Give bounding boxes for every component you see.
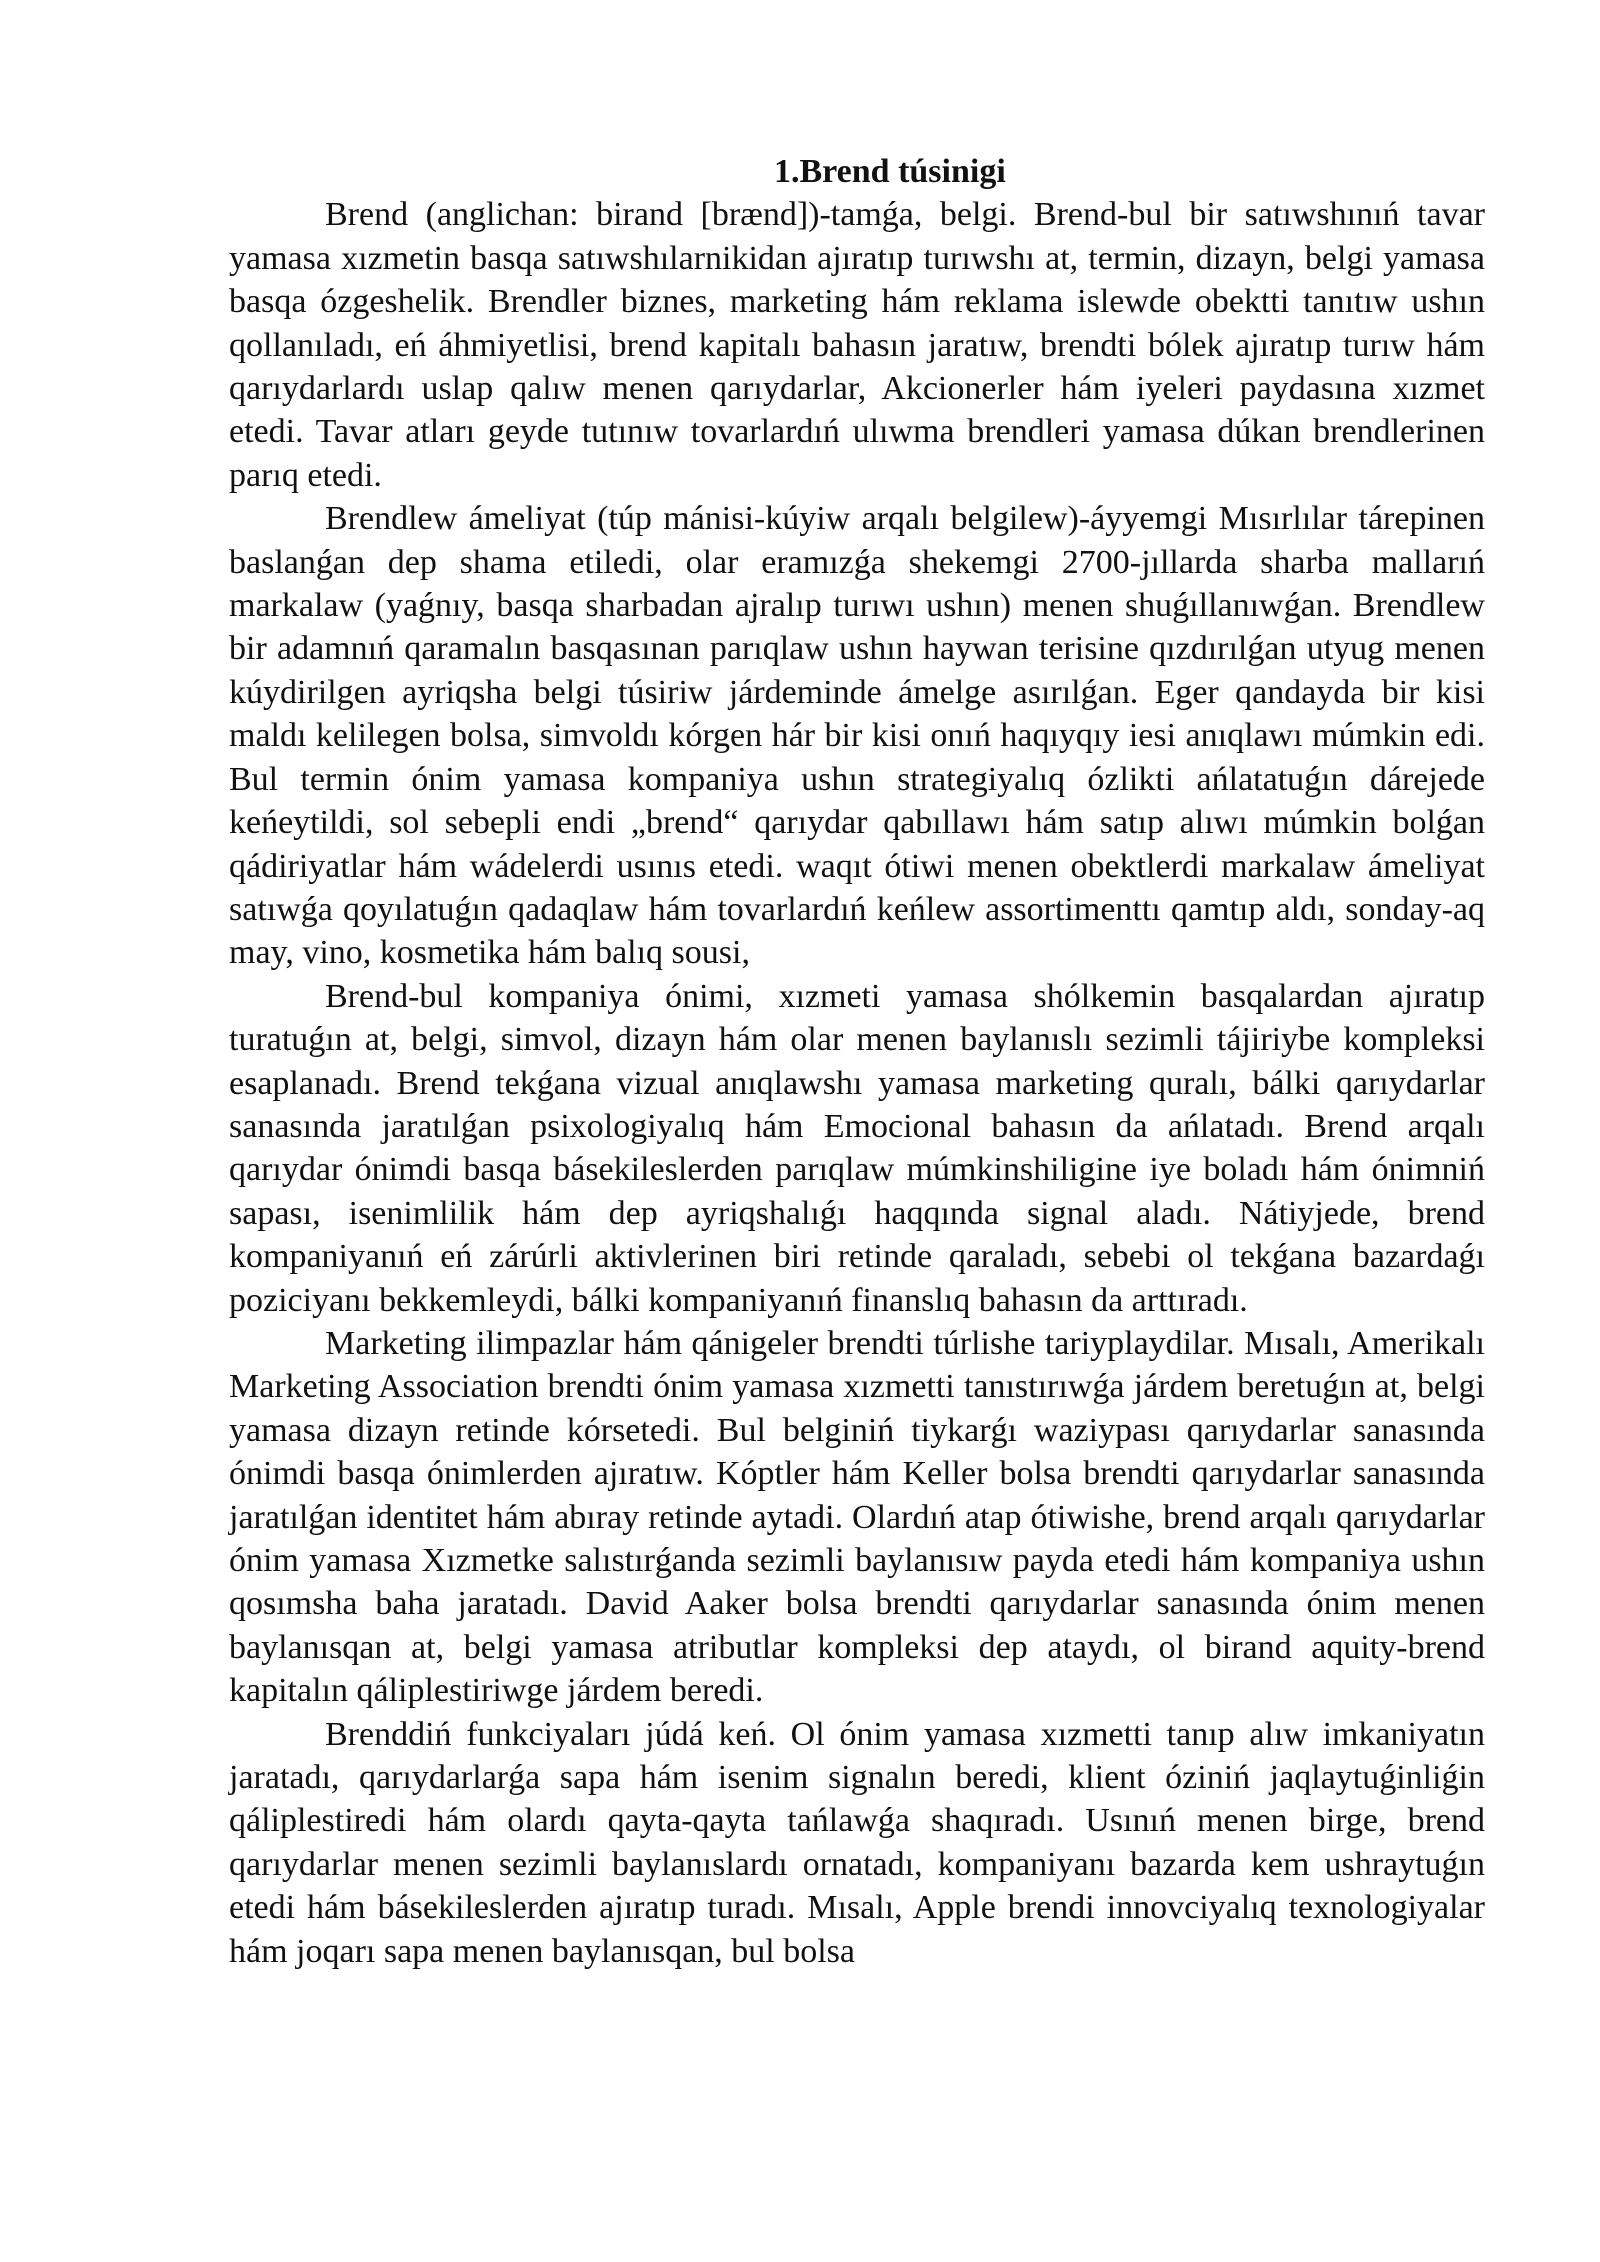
page-title: 1.Brend túsinigi xyxy=(774,153,1006,190)
document-body xyxy=(229,150,1485,1973)
paragraph-1: Brend (anglichan: birand [brænd])-tamǵa, belgi. Brend-bul bir satıwshınıń tavar yamasa xızmetin basqa satıwshılarnikidan ajıratıp turıwshı at, termin, dizayn, belgi yamasa basqa ózgeshelik. Brendler biznes, marketing hám reklama islewde obektti tanıtıw ushın qollanıladı, eń áhmiyetlisi, brend kapitalı bahasın jaratıw, brendti bólek ajıratıp turıw hám qarıydarlardı uslap qalıw menen qarıydarlar, Akcionerler hám iyeleri paydasına xızmet etedi. Tavar atları geyde tutınıw tovarlardıń ulıwma brendleri yamasa dúkan brendlerinen parıq etedi. xyxy=(229,196,1485,494)
paragraph-2: Brendlew ámeliyat (túp mánisi-kúyiw arqalı belgilew)-áyyemgi Mısırlılar tárepinen baslanǵan dep shama etiledi, olar eramızǵa shekemgi 2700-jıllarda sharba mallarıń markalaw (yaǵnıy, basqa sharbadan ajralıp turıwı ushın) menen shuǵıllanıwǵan. Brendlew bir adamnıń qaramalın basqasınan parıqlaw ushın haywan terisine qızdırılǵan utyug menen kúydirilgen ayriqsha belgi túsiriw járdeminde ámelge asırılǵan. Eger qandayda bir kisi maldı kelilegen bolsa, simvoldı kórgen hár bir kisi onıń haqıyqıy iesi anıqlawı múmkin edi. Bul termin ónim yamasa kompaniya ushın strategiyalıq ózlikti ańlatatuǵın dárejede keńeytildi, sol sebepli endi „brend“ qarıydar qabıllawı hám satıp alıwı múmkin bolǵan qádiriyatlar hám wádelerdi usınıs etedi. waqıt ótiwi menen obektlerdi markalaw ámeliyat satıwǵa qoyılatuǵın qadaqlaw hám tovarlardıń keńlew assortimenttı qamtıp aldı, sonday-aq may, vino, kosmetika hám balıq sousi, xyxy=(229,500,1485,972)
paragraph-4: Marketing ilimpazlar hám qánigeler brendti túrlishe tariyplaydilar. Mısalı, Amerikalı Marketing Association brendti ónim yamasa xızmetti tanıstırıwǵa járdem beretuǵın at, belgi yamasa dizayn retinde kórsetedi. Bul belginiń tiykarǵı waziypası qarıydarlar sanasında ónimdi basqa ónimlerden ajıratıw. Kóptler hám Keller bolsa brendti qarıydarlar sanasında jaratılǵan identitet hám abıray retinde aytadi. Olardıń atap ótiwishe, brend arqalı qarıydarlar ónim yamasa Xızmetke salıstırǵanda sezimli baylanısıw payda etedi hám kompaniya ushın qosımsha baha jaratadı. David Aaker bolsa brendti qarıydarlar sanasında ónim menen baylanısqan at, belgi yamasa atributlar kompleksi dep ataydı, ol birand aquity-brend kapitalın qáliplestiriwge járdem beredi. xyxy=(229,1324,1485,1710)
paragraph-5: Brenddiń funkciyaları júdá keń. Ol ónim yamasa xızmetti tanıp alıw imkaniyatın jaratadı, qarıydarlarǵa sapa hám isenim signalın beredi, klient óziniń jaqlaytuǵinliǵin qáliplestiredi hám olardı qayta-qayta tańlawǵa shaqıradı. Usınıń menen birge, brend qarıydarlar menen sezimli baylanıslardı ornatadı, kompaniyanı bazarda kem ushraytuǵın etedi hám básekileslerden ajıratıp turadı. Mısalı, Apple brendi innovciyalıq texnologiyalar hám joqarı sapa menen baylanısqan, bul bolsa xyxy=(229,1715,1485,1970)
paragraph-3: Brend-bul kompaniya ónimi, xızmeti yamasa shólkemin basqalardan ajıratıp turatuǵın at, belgi, simvol, dizayn hám olar menen baylanıslı sezimli tájiriybe kompleksi esaplanadı. Brend tekǵana vizual anıqlawshı yamasa marketing quralı, bálki qarıydarlar sanasında jaratılǵan psixologiyalıq hám Emocional bahasın da ańlatadı. Brend arqalı qarıydar ónimdi basqa básekileslerden parıqlaw múmkinshiligine iye boladı hám ónimniń sapası, isenimlilik hám dep ayriqshalıǵı haqqında signal aladı. Nátiyjede, brend kompaniyanıń eń zárúrli aktivlerinen biri retinde qaraladı, sebebi ol tekǵana bazardaǵı poziciyanı bekkemleydi, bálki kompaniyanıń finanslıq bahasın da arttıradı. xyxy=(229,977,1485,1319)
